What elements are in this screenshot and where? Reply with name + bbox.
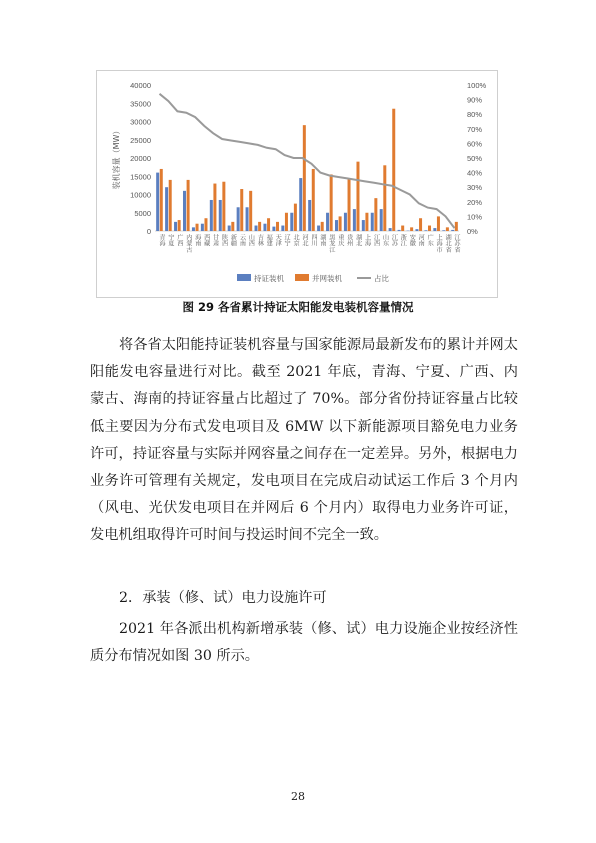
bar-licensed [219, 200, 222, 231]
x-category-label: 天津 [274, 234, 282, 247]
x-category-label: 北京 [292, 234, 300, 247]
bar-licensed [272, 227, 275, 231]
bar-grid-connected [410, 227, 413, 231]
x-category-label: 湖北省 [444, 234, 452, 253]
bar-licensed [335, 220, 338, 231]
bar-grid-connected [437, 216, 440, 231]
y-axis-title: 装机容量（MW） [112, 126, 121, 190]
x-category-label: 湖北 [354, 234, 362, 247]
x-category-label: 陕西 [220, 234, 228, 247]
y2-tick-label: 20% [467, 197, 483, 207]
bar-grid-connected [160, 169, 163, 231]
bar-licensed [210, 200, 213, 231]
figure-caption: 图 29 各省累计持证太阳能发电装机容量情况 [182, 300, 414, 314]
bar-grid-connected [196, 224, 199, 231]
x-category-label: 辽宁 [283, 234, 291, 247]
bar-licensed [442, 230, 445, 231]
bar-licensed [353, 209, 356, 231]
x-category-label: 福建 [265, 234, 273, 247]
bar-grid-connected [374, 198, 377, 231]
bar-licensed [424, 230, 427, 231]
bar-licensed [380, 209, 383, 231]
bar-licensed [290, 213, 293, 231]
bar-licensed [192, 227, 195, 231]
bar-licensed [317, 226, 320, 231]
x-category-label: 江苏省 [453, 234, 461, 253]
bar-licensed [433, 228, 436, 231]
x-category-label: 甘肃 [211, 234, 219, 247]
x-category-label: 上海 [363, 234, 371, 247]
x-category-label: 黑龙江 [327, 234, 335, 253]
x-category-label: 宁夏 [166, 234, 174, 247]
x-category-label: 广东 [426, 234, 434, 247]
y2-tick-label: 100% [467, 81, 487, 90]
bar-grid-connected [401, 226, 404, 231]
x-category-label: 浙江 [399, 234, 407, 247]
bar-licensed [415, 229, 418, 231]
bar-grid-connected [249, 191, 252, 231]
y-tick-label: 0 [146, 227, 151, 236]
bar-licensed [237, 207, 240, 231]
bar-grid-connected [213, 184, 216, 231]
y2-tick-label: 10% [467, 212, 483, 222]
bar-grid-connected [339, 216, 342, 231]
y-tick-label: 5000 [134, 208, 151, 218]
bar-grid-connected [187, 180, 190, 231]
x-category-label: 贵州 [345, 234, 353, 247]
bar-grid-connected [321, 222, 324, 231]
bar-grid-connected [240, 189, 243, 231]
y-tick-label: 10000 [130, 190, 151, 200]
bar-licensed [263, 224, 266, 231]
chart-figure [96, 70, 498, 298]
bar-grid-connected [222, 182, 225, 231]
bar-licensed [398, 230, 401, 231]
bar-licensed [228, 226, 231, 231]
x-category-label: 江苏 [390, 234, 398, 247]
bar-line-chart [97, 71, 497, 297]
bar-grid-connected [231, 222, 234, 231]
bar-grid-connected [285, 213, 288, 231]
y2-tick-label: 0% [467, 227, 478, 236]
bar-grid-connected [169, 180, 172, 231]
x-category-label: 河南 [417, 234, 425, 247]
bar-licensed [308, 200, 311, 231]
bar-licensed [326, 213, 329, 231]
legend-label: 占比 [374, 274, 389, 283]
legend-swatch [237, 274, 251, 281]
bar-grid-connected [294, 204, 297, 231]
page-number: 28 [291, 790, 305, 803]
bar-licensed [255, 226, 258, 231]
x-category-label: 吉林 [256, 234, 264, 247]
bar-grid-connected [312, 169, 315, 231]
x-category-label: 河北 [301, 234, 309, 247]
bar-grid-connected [392, 109, 395, 231]
y2-tick-label: 70% [467, 124, 483, 134]
x-category-label: 云南 [238, 234, 246, 247]
x-category-label: 湖南 [318, 234, 326, 247]
x-category-label: 山西 [247, 234, 255, 247]
x-category-label: 四川 [309, 234, 317, 247]
paragraph-comparison: 将各省太阳能持证装机容量与国家能源局最新发布的累计并网太阳能发电容量进行对比。截至 2021 年底，青海、宁夏、广西、内蒙古、海南的持证容量占比超过了 70%。部分省份持证容量占比较低主要因为分布式发电项目及 6MW 以下新能源项目豁免电力业务许可，持证容量与实际并网容量之间存在一定差异。另外，根据电力业务许可管理有关规定，发电项目在完成启动试运工作后 3 个月内（风电、光伏发电项目在并网后 6 个月内）取得电力业务许可证，发电机组取得许可时间与投运时间不完全一致。 [90, 337, 518, 544]
bar-grid-connected [258, 222, 261, 231]
bar-licensed [183, 191, 186, 231]
bar-grid-connected [303, 125, 306, 231]
y2-tick-label: 90% [467, 95, 483, 105]
bar-grid-connected [276, 222, 279, 231]
y2-tick-label: 30% [467, 183, 483, 193]
y-tick-label: 20000 [130, 154, 151, 163]
bar-grid-connected [178, 220, 181, 231]
y2-tick-label: 40% [467, 168, 483, 178]
y-tick-label: 25000 [130, 135, 151, 145]
x-category-label: 山东 [381, 234, 389, 247]
bar-licensed [165, 187, 168, 231]
y-tick-label: 15000 [130, 172, 151, 182]
bar-grid-connected [330, 174, 333, 231]
x-category-label: 新疆 [229, 234, 237, 247]
bar-grid-connected [356, 162, 359, 231]
x-category-label: 重庆 [336, 234, 344, 247]
legend-label: 持证装机 [254, 274, 284, 283]
bar-licensed [201, 224, 204, 231]
y-tick-label: 30000 [130, 117, 151, 127]
bar-grid-connected [267, 218, 270, 231]
bar-grid-connected [455, 222, 458, 231]
bar-licensed [389, 228, 392, 231]
x-category-label: 青海 [157, 234, 165, 247]
y2-tick-label: 60% [467, 139, 483, 149]
x-category-label: 广西 [175, 234, 183, 247]
bar-licensed [371, 213, 374, 231]
bar-licensed [246, 207, 249, 231]
x-category-label: 安徽 [408, 234, 416, 247]
legend-label: 并网装机 [312, 274, 342, 283]
x-category-label: 江西 [372, 234, 380, 247]
bar-grid-connected [365, 213, 368, 231]
bar-licensed [362, 220, 365, 231]
bar-grid-connected [419, 218, 422, 231]
bar-licensed [299, 178, 302, 231]
bar-grid-connected [428, 226, 431, 231]
x-category-label: 内蒙古 [184, 234, 192, 253]
y2-tick-label: 80% [467, 110, 483, 120]
x-category-label: 上海市 [435, 234, 443, 253]
bar-grid-connected [204, 218, 207, 231]
bar-grid-connected [348, 178, 351, 231]
bar-licensed [174, 222, 177, 231]
x-category-label: 西藏 [202, 234, 210, 247]
x-category-label: 海南 [193, 234, 201, 247]
bar-licensed [281, 226, 284, 231]
y-tick-label: 35000 [130, 99, 151, 109]
bar-licensed [451, 230, 454, 231]
bar-grid-connected [383, 165, 386, 231]
section-heading: 2．承装（修、试）电力设施许可 [119, 590, 327, 606]
legend-swatch [295, 274, 309, 281]
bar-licensed [156, 173, 159, 231]
y-tick-label: 40000 [130, 81, 151, 90]
bar-licensed [344, 213, 347, 231]
bar-grid-connected [446, 227, 449, 231]
paragraph-intro-fig30: 2021 年各派出机构新增承装（修、试）电力设施企业按经济性质分布情况如图 30 所示。 [90, 621, 518, 665]
line-ratio [160, 94, 455, 228]
y2-tick-label: 50% [467, 154, 483, 163]
